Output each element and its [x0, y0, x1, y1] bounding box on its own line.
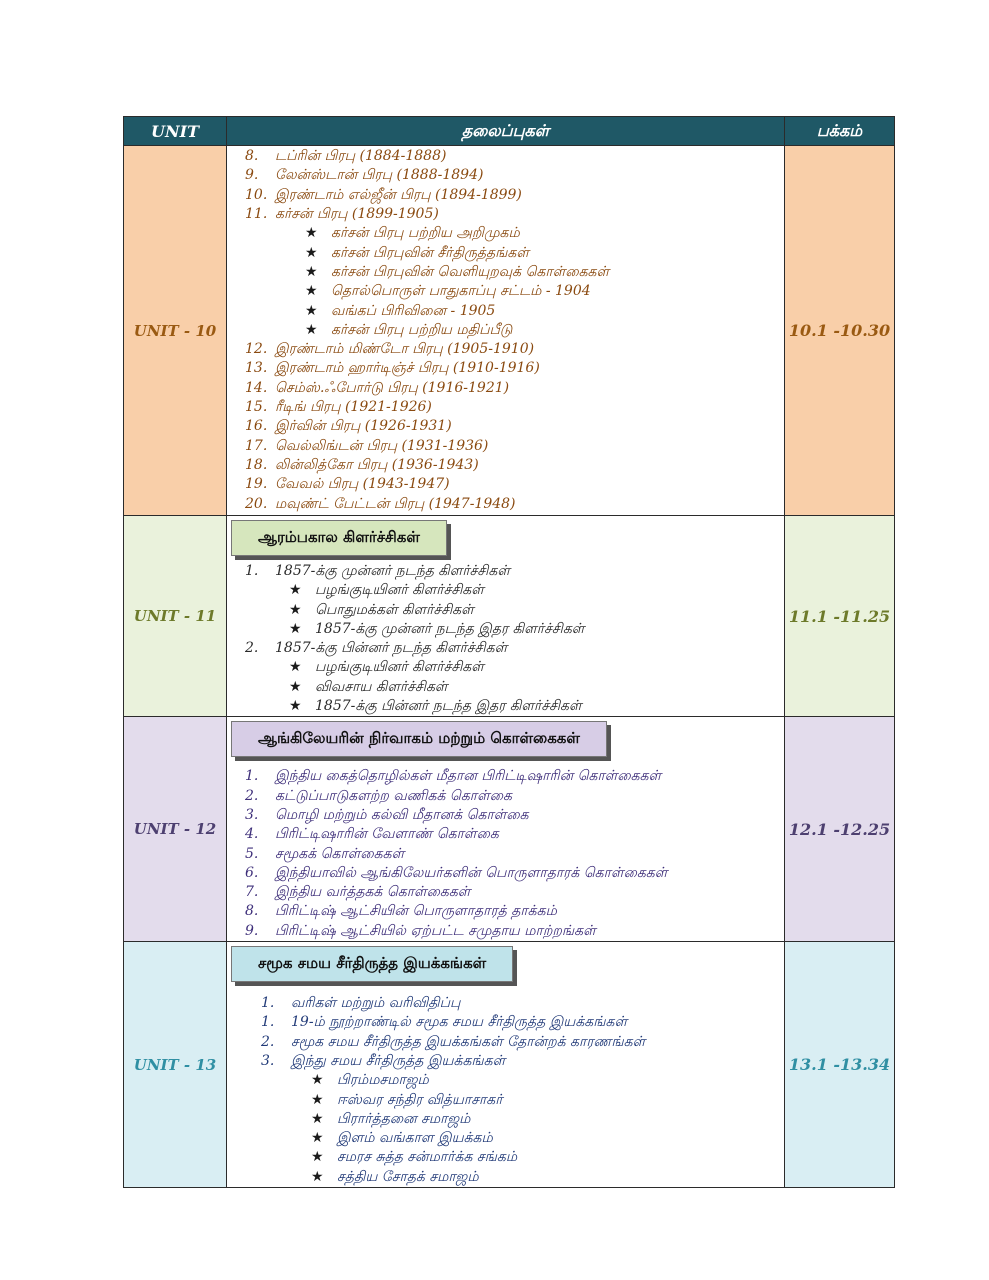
subtopic-item: ★ இளம் வங்காள இயக்கம்	[261, 1129, 784, 1148]
star-bullet-icon: ★	[289, 659, 302, 676]
topic-item: 3. மொழி மற்றும் கல்வி மீதானக் கொள்கை	[245, 806, 529, 823]
topic-item: 1. வரிகள் மற்றும் வரிவிதிப்பு	[261, 995, 461, 1012]
subtopic-item: ★ பிரார்த்தனை சமாஜம்	[261, 1110, 784, 1129]
topic-item: 16. இர்வின் பிரபு (1926-1931)	[245, 418, 452, 435]
topic-item: 7. இந்திய வர்த்தகக் கொள்கைகள்	[245, 884, 471, 901]
unit-label: UNIT - 12	[124, 717, 227, 942]
page-range: 13.1 -13.34	[785, 942, 895, 1188]
star-bullet-icon: ★	[305, 225, 318, 242]
star-bullet-icon: ★	[305, 321, 318, 338]
topic-item: 4. பிரிட்டிஷாரின் வேளாண் கொள்கை	[245, 826, 499, 843]
unit-12-row	[124, 717, 895, 942]
topic-item: 8. டப்ரின் பிரபு (1884-1888)	[245, 148, 447, 165]
section-title-box: ஆங்கிலேயரின் நிர்வாகம் மற்றும் கொள்கைகள்	[231, 721, 607, 757]
star-bullet-icon: ★	[289, 678, 302, 695]
topic-item: 12. இரண்டாம் மிண்டோ பிரபு (1905-1910)	[245, 341, 535, 358]
topic-item: 2. கட்டுப்பாடுகளற்ற வணிகக் கொள்கை	[245, 787, 512, 804]
subtopic-item: ★ கர்சன் பிரபு பற்றிய மதிப்பீடு	[245, 321, 784, 340]
subtopic-item: ★ தொல்பொருள் பாதுகாப்பு சட்டம் - 1904	[245, 282, 784, 301]
header-row	[124, 117, 895, 146]
topic-item: 15. ரீடிங் பிரபு (1921-1926)	[245, 399, 432, 416]
star-bullet-icon: ★	[305, 283, 318, 300]
topic-list	[227, 942, 785, 1188]
topic-item: 1. 1857-க்கு முன்னர் நடந்த கிளர்ச்சிகள்	[245, 563, 510, 579]
star-bullet-icon: ★	[289, 620, 302, 637]
subtopic-item: ★ கர்சன் பிரபுவின் சீர்திருத்தங்கள்	[245, 244, 784, 263]
topic-item: 9. பிரிட்டிஷ் ஆட்சியில் ஏற்பட்ட சமுதாய மாற்றங்கள்	[245, 922, 596, 939]
subtopic-item: ★ 1857-க்கு பின்னர் நடந்த இதர கிளர்ச்சிகள்	[245, 697, 784, 716]
subtopic-item: ★ பிரம்மசமாஜம்	[261, 1071, 784, 1090]
topic-list	[227, 516, 785, 717]
subtopic-item: ★ பொதுமக்கள் கிளர்ச்சிகள்	[245, 601, 784, 620]
page-range: 11.1 -11.25	[785, 516, 895, 717]
topic-item: 1. 19-ம் நூற்றாண்டில் சமூக சமய சீர்திருத்த இயக்கங்கள்	[261, 1014, 628, 1031]
unit-11-row	[124, 516, 895, 717]
star-bullet-icon: ★	[311, 1072, 324, 1089]
topics-column-header: தலைப்புகள்	[227, 117, 785, 146]
topic-item: 19. வேவல் பிரபு (1943-1947)	[245, 476, 450, 493]
star-bullet-icon: ★	[289, 601, 302, 618]
star-bullet-icon: ★	[311, 1149, 324, 1166]
topic-item: 8. பிரிட்டிஷ் ஆட்சியின் பொருளாதாரத் தாக்கம்	[245, 903, 557, 920]
star-bullet-icon: ★	[289, 582, 302, 599]
subtopic-item: ★ சமரச சுத்த சன்மார்க்க சங்கம்	[261, 1148, 784, 1167]
unit-column-header: UNIT	[124, 117, 227, 146]
page-column-header: பக்கம்	[785, 117, 895, 146]
subtopic-item: ★ விவசாய கிளர்ச்சிகள்	[245, 678, 784, 697]
star-bullet-icon: ★	[311, 1091, 324, 1108]
topic-item: 1. இந்திய கைத்தொழில்கள் மீதான பிரிட்டிஷாரின் கொள்கைகள்	[245, 768, 662, 785]
topic-item: 14. செம்ஸ்.ஃபோர்டு பிரபு (1916-1921)	[245, 379, 510, 396]
contents-table	[123, 116, 895, 1188]
unit-13-row	[124, 942, 895, 1188]
subtopic-item: ★ 1857-க்கு முன்னர் நடந்த இதர கிளர்ச்சிகள்	[245, 620, 784, 639]
topic-item: 5. சமூகக் கொள்கைகள்	[245, 845, 405, 862]
topic-item: 13. இரண்டாம் ஹார்டிஞ்ச் பிரபு (1910-1916)	[245, 360, 540, 377]
topic-list	[227, 146, 785, 516]
star-bullet-icon: ★	[289, 698, 302, 715]
subtopic-item: ★ பழங்குடியினர் கிளர்ச்சிகள்	[245, 658, 784, 677]
subtopic-item: ★ கர்சன் பிரபுவின் வெளியுறவுக் கொள்கைகள்	[245, 263, 784, 282]
topic-item: 17. வெல்லிங்டன் பிரபு (1931-1936)	[245, 437, 489, 454]
unit-10-row	[124, 146, 895, 516]
subtopic-item: ★ ஈஸ்வர சந்திர வித்யாசாகர்	[261, 1091, 784, 1110]
star-bullet-icon: ★	[311, 1168, 324, 1185]
topic-item: 18. லின்லித்கோ பிரபு (1936-1943)	[245, 456, 479, 473]
star-bullet-icon: ★	[311, 1110, 324, 1127]
star-bullet-icon: ★	[311, 1130, 324, 1147]
topic-list	[227, 717, 785, 942]
star-bullet-icon: ★	[305, 302, 318, 319]
topic-item: 20. மவுண்ட் பேட்டன் பிரபு (1947-1948)	[245, 495, 516, 512]
page-range: 10.1 -10.30	[785, 146, 895, 516]
topic-item: 2. சமூக சமய சீர்திருத்த இயக்கங்கள் தோன்றக் காரணங்கள்	[261, 1033, 646, 1050]
topic-item: 11. கர்சன் பிரபு (1899-1905)	[245, 206, 439, 223]
topic-item: 2. 1857-க்கு பின்னர் நடந்த கிளர்ச்சிகள்	[245, 640, 508, 657]
star-bullet-icon: ★	[305, 263, 318, 280]
subtopic-item: ★ வங்கப் பிரிவினை - 1905	[245, 302, 784, 321]
unit-label: UNIT - 10	[124, 146, 227, 516]
topic-item: 9. லேன்ஸ்டான் பிரபு (1888-1894)	[245, 167, 484, 184]
star-bullet-icon: ★	[305, 244, 318, 261]
unit-label: UNIT - 13	[124, 942, 227, 1188]
subtopic-item: ★ கர்சன் பிரபு பற்றிய அறிமுகம்	[245, 224, 784, 243]
subtopic-item: ★ சத்திய சோதக் சமாஜம்	[261, 1168, 784, 1187]
page-range: 12.1 -12.25	[785, 717, 895, 942]
topic-item: 10. இரண்டாம் எல்ஜீன் பிரபு (1894-1899)	[245, 186, 522, 203]
topic-item: 3. இந்து சமய சீர்திருத்த இயக்கங்கள்	[261, 1052, 506, 1069]
subtopic-item: ★ பழங்குடியினர் கிளர்ச்சிகள்	[245, 581, 784, 600]
topic-item: 6. இந்தியாவில் ஆங்கிலேயர்களின் பொருளாதாரக் கொள்கைகள்	[245, 864, 668, 881]
section-title-box: ஆரம்பகால கிளர்ச்சிகள்	[231, 520, 447, 556]
section-title-box: சமூக சமய சீர்திருத்த இயக்கங்கள்	[231, 946, 513, 982]
unit-label: UNIT - 11	[124, 516, 227, 717]
